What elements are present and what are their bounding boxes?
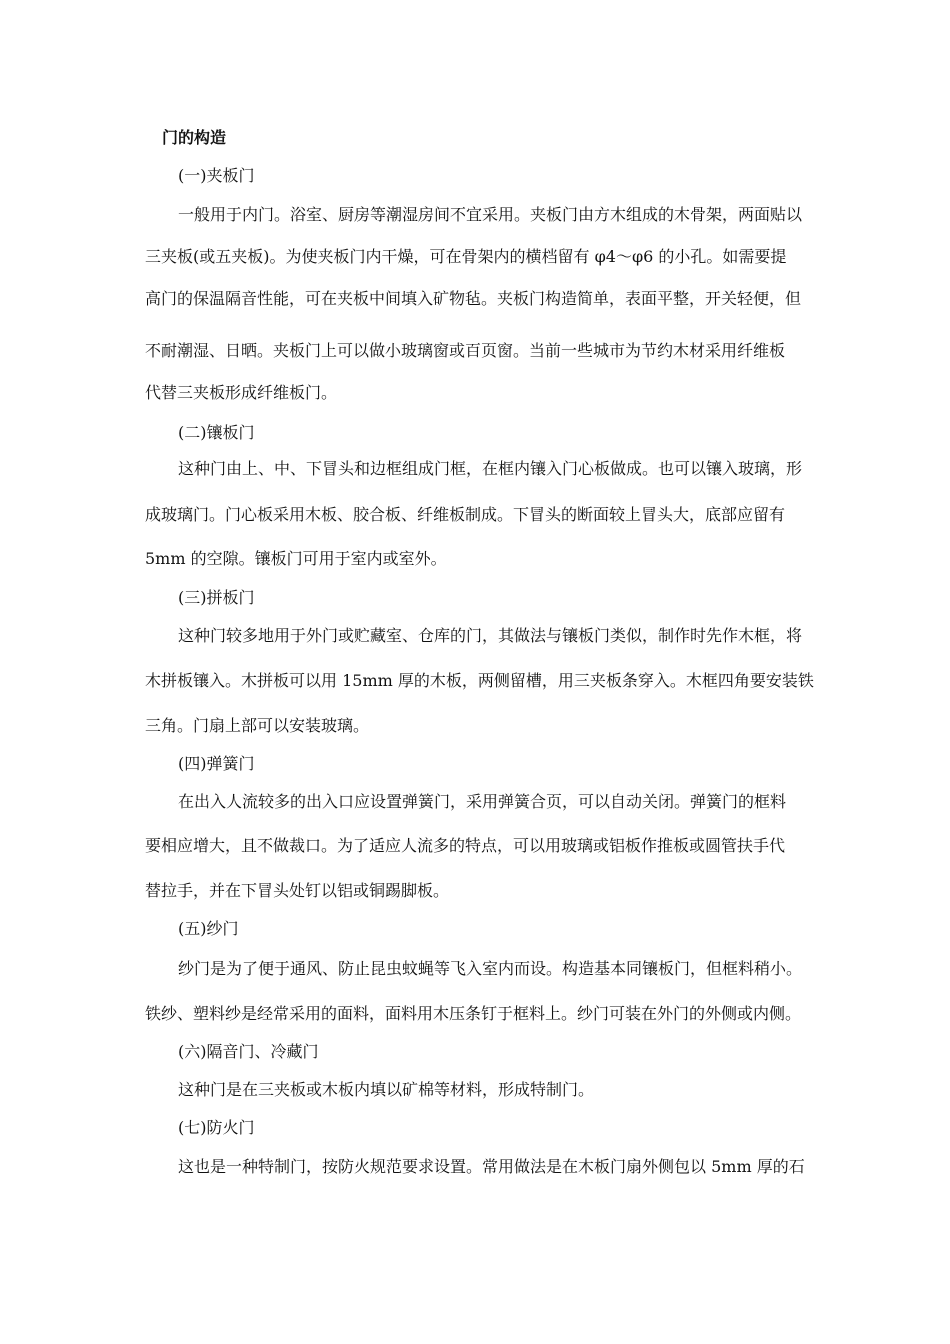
- paragraph-line: 一般用于内门。浴室、厨房等潮湿房间不宜采用。夹板门由方木组成的木骨架，两面贴以: [178, 205, 803, 224]
- paragraph-line: 要相应增大，且不做裁口。为了适应人流多的特点，可以用玻璃或铝板作推板或圆管扶手代: [145, 836, 786, 855]
- section-heading: (一)夹板门: [178, 166, 255, 185]
- section-heading: (二)镶板门: [178, 423, 255, 442]
- section-heading: (七)防火门: [178, 1118, 255, 1137]
- paragraph-line: 不耐潮湿、日晒。夹板门上可以做小玻璃窗或百页窗。当前一些城市为节约木材采用纤维板: [145, 341, 786, 360]
- section-heading: (四)弹簧门: [178, 754, 255, 773]
- paragraph-line: 纱门是为了便于通风、防止昆虫蚊蝇等飞入室内而设。构造基本同镶板门，但框料稍小。: [178, 959, 803, 978]
- section-heading: (六)隔音门、冷藏门: [178, 1042, 319, 1061]
- paragraph-line: 这种门是在三夹板或木板内填以矿棉等材料，形成特制门。: [178, 1080, 595, 1099]
- document-title: 门的构造: [162, 128, 227, 147]
- paragraph-line: 替拉手，并在下冒头处钉以铝或铜踢脚板。: [145, 881, 450, 900]
- paragraph-line: 铁纱、塑料纱是经常采用的面料，面料用木压条钉于框料上。纱门可装在外门的外侧或内侧。: [145, 1004, 802, 1023]
- paragraph-line: 这种门较多地用于外门或贮藏室、仓库的门，其做法与镶板门类似，制作时先作木框，将: [178, 626, 803, 645]
- paragraph-line: 三夹板(或五夹板)。为使夹板门内干燥，可在骨架内的横档留有 φ4～φ6 的小孔。如需要提: [145, 247, 787, 266]
- paragraph-line: 在出入人流较多的出入口应设置弹簧门，采用弹簧合页，可以自动关闭。弹簧门的框料: [178, 792, 787, 811]
- section-heading: (三)拼板门: [178, 588, 255, 607]
- paragraph-line: 木拼板镶入。木拼板可以用 15mm 厚的木板，两侧留槽，用三夹板条穿入。木框四角要安装铁: [145, 671, 814, 690]
- paragraph-line: 三角。门扇上部可以安装玻璃。: [145, 716, 370, 735]
- paragraph-line: 这也是一种特制门，按防火规范要求设置。常用做法是在木板门扇外侧包以 5mm 厚的石: [178, 1157, 805, 1176]
- paragraph-line: 代替三夹板形成纤维板门。: [145, 383, 338, 402]
- paragraph-line: 高门的保温隔音性能，可在夹板中间填入矿物毡。夹板门构造简单，表面平整，开关轻便，但: [145, 289, 802, 308]
- paragraph-line: 5mm 的空隙。镶板门可用于室内或室外。: [145, 549, 447, 568]
- paragraph-line: 成玻璃门。门心板采用木板、胶合板、纤维板制成。下冒头的断面较上冒头大，底部应留有: [145, 505, 786, 524]
- paragraph-line: 这种门由上、中、下冒头和边框组成门框，在框内镶入门心板做成。也可以镶入玻璃，形: [178, 459, 803, 478]
- section-heading: (五)纱门: [178, 919, 239, 938]
